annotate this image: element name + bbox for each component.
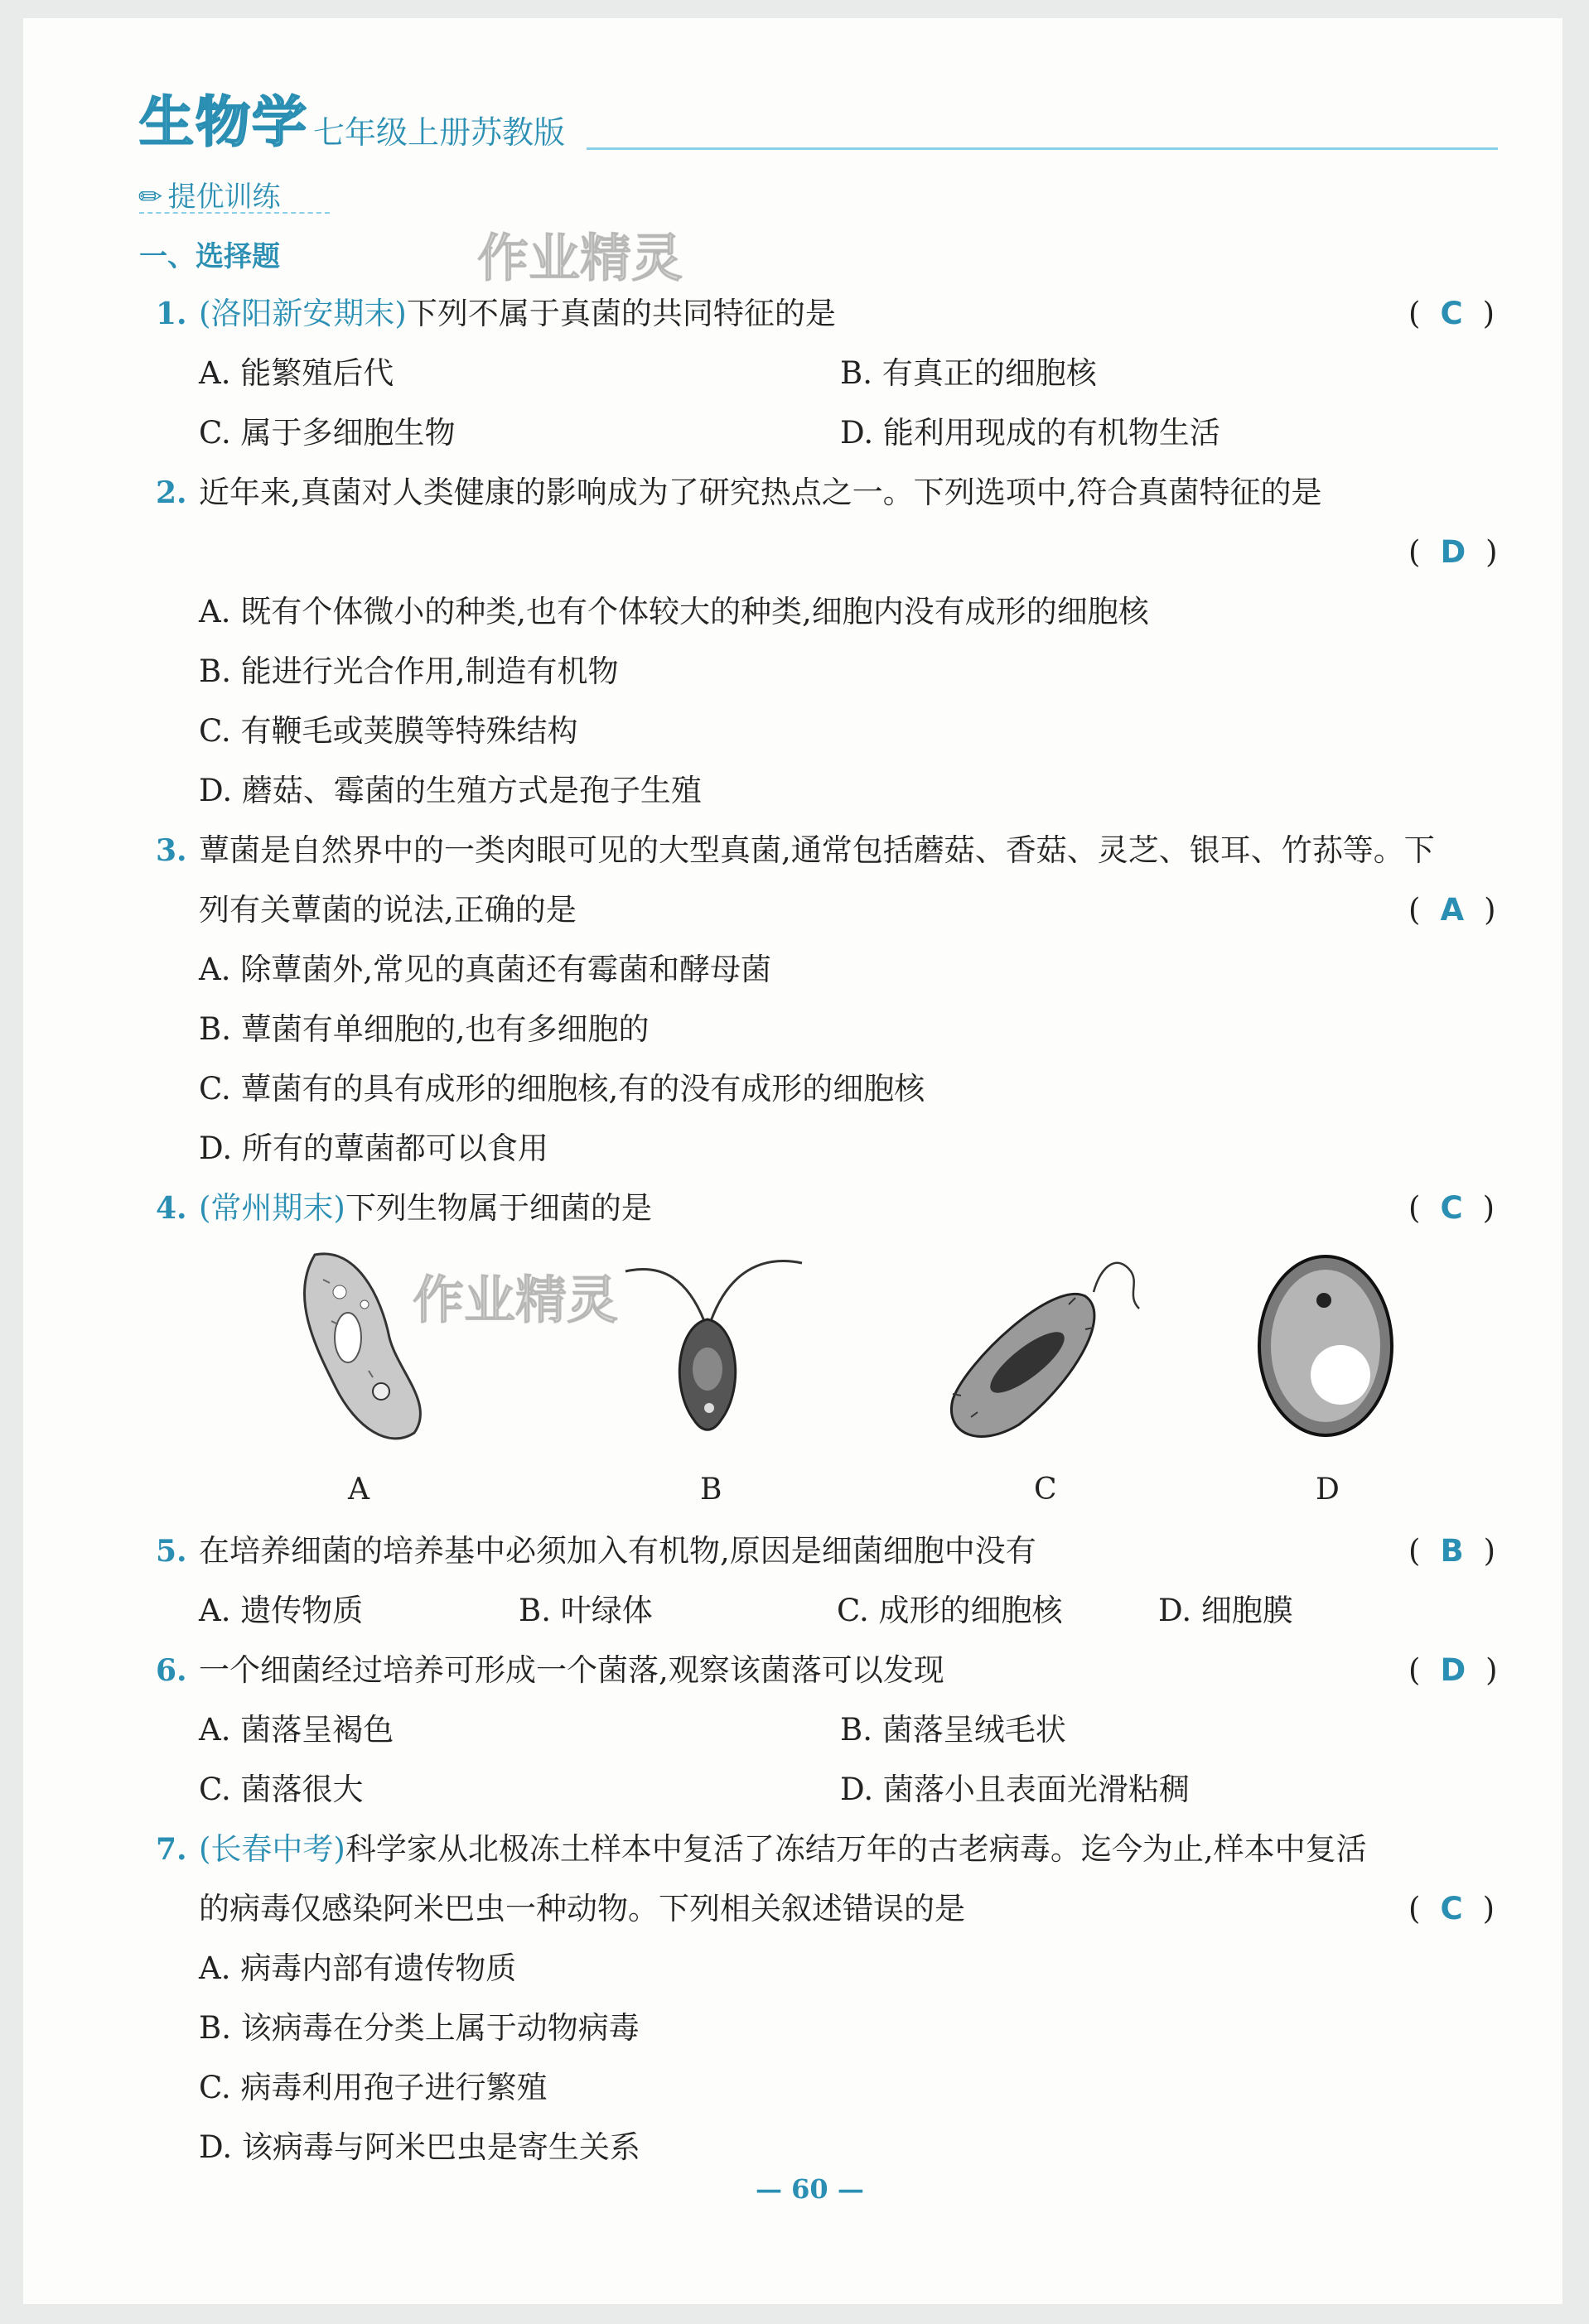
answer-slot: ( C ) [1408, 296, 1495, 331]
answer-slot: ( D ) [1408, 534, 1498, 570]
question-text: 科学家从北极冻土样本中复活了冻结万年的古老病毒。迄今为止,样本中复活 [345, 1831, 1367, 1867]
option: A. 能繁殖后代 [199, 355, 394, 391]
option: A. 既有个体微小的种类,也有个体较大的种类,细胞内没有成形的细胞核 [199, 594, 1149, 629]
organism-a-illustration [290, 1246, 439, 1445]
option: C. 有鞭毛或荚膜等特殊结构 [199, 713, 578, 749]
answer-value: C [1440, 1190, 1463, 1226]
section-tag-underline [139, 212, 330, 214]
answer-slot: ( C ) [1408, 1190, 1495, 1226]
option: C. 蕈菌有的具有成形的细胞核,有的没有成形的细胞核 [199, 1071, 925, 1107]
question-text: 的病毒仅感染阿米巴虫一种动物。下列相关叙述错误的是 [199, 1891, 965, 1926]
answer-value: D [1440, 534, 1466, 570]
option: B. 该病毒在分类上属于动物病毒 [199, 2010, 640, 2046]
answer-slot: ( C ) [1408, 1891, 1495, 1926]
option: B. 有真正的细胞核 [840, 355, 1097, 391]
answer-value: A [1440, 892, 1465, 928]
question-text: 下列不属于真菌的共同特征的是 [406, 296, 836, 331]
option: A. 病毒内部有遗传物质 [199, 1950, 517, 1986]
option: D. 细胞膜 [1158, 1593, 1293, 1628]
option: D. 能利用现成的有机物生活 [840, 415, 1220, 451]
page-number: — 60 — [756, 2173, 864, 2205]
question-number: 5. [156, 1534, 187, 1569]
watermark: 作业精灵 [413, 1270, 619, 1330]
question-source: (洛阳新安期末) [199, 296, 407, 331]
question-number: 1. [156, 297, 187, 331]
question-number: 7. [156, 1832, 187, 1867]
question-source: (常州期末) [199, 1190, 345, 1226]
question-text: 一个细菌经过培养可形成一个菌落,观察该菌落可以发现 [199, 1652, 944, 1688]
watermark: 作业精灵 [477, 228, 683, 288]
answer-value: B [1440, 1533, 1464, 1569]
section-title: 一、选择题 [139, 240, 280, 273]
figure-label: A [348, 1473, 369, 1507]
section-tag-label: 提优训练 [167, 181, 281, 214]
option: C. 成形的细胞核 [837, 1593, 1063, 1628]
organism-c-illustration [928, 1246, 1143, 1445]
question-number: 6. [156, 1653, 187, 1688]
section-tag [131, 174, 281, 218]
header-rule [587, 147, 1498, 150]
option: D. 蘑菇、霉菌的生殖方式是孢子生殖 [199, 773, 702, 808]
option: C. 菌落很大 [199, 1772, 364, 1807]
subject-title: 生物学 [139, 90, 308, 154]
option: D. 该病毒与阿米巴虫是寄生关系 [199, 2129, 640, 2165]
option: B. 蕈菌有单细胞的,也有多细胞的 [199, 1011, 650, 1047]
option: A. 除蕈菌外,常见的真菌还有霉菌和酵母菌 [199, 952, 772, 987]
option: B. 菌落呈绒毛状 [840, 1712, 1066, 1748]
answer-slot: ( D ) [1408, 1652, 1498, 1688]
question-number: 4. [156, 1191, 187, 1226]
figure-label: B [700, 1473, 722, 1507]
answer-slot: ( A ) [1408, 892, 1496, 928]
question-source: (长春中考) [199, 1831, 345, 1867]
figure-label: C [1034, 1473, 1057, 1507]
question-text: 近年来,真菌对人类健康的影响成为了研究热点之一。下列选项中,符合真菌特征的是 [199, 475, 1322, 510]
question-text: 在培养细菌的培养基中必须加入有机物,原因是细菌细胞中没有 [199, 1533, 1036, 1569]
question-text: 下列生物属于细菌的是 [345, 1190, 652, 1226]
page-number-value: 60 [791, 2173, 828, 2205]
question-stem [199, 295, 836, 333]
option: B. 能进行光合作用,制造有机物 [199, 653, 619, 689]
option: A. 遗传物质 [199, 1593, 364, 1628]
question-number: 3. [156, 833, 187, 868]
question-text: 蕈菌是自然界中的一类肉眼可见的大型真菌,通常包括蘑菇、香菇、灵芝、银耳、竹荪等。下 [199, 832, 1435, 868]
option: C. 属于多细胞生物 [199, 415, 456, 451]
question-stem [199, 1830, 1367, 1868]
answer-value: C [1440, 296, 1463, 331]
figure-label: D [1316, 1473, 1340, 1507]
answer-value: D [1440, 1652, 1466, 1688]
option: D. 所有的蕈菌都可以食用 [199, 1131, 548, 1166]
question-stem [199, 1189, 652, 1227]
answer-value: C [1440, 1891, 1463, 1926]
option: A. 菌落呈褐色 [199, 1712, 394, 1748]
book-title: 七年级上册苏教版 [313, 114, 566, 151]
question-number: 2. [156, 475, 187, 510]
answer-slot: ( B ) [1408, 1533, 1496, 1569]
option: C. 病毒利用孢子进行繁殖 [199, 2070, 548, 2105]
organism-b-illustration [613, 1246, 804, 1445]
organism-d-illustration [1251, 1251, 1400, 1441]
question-text: 列有关蕈菌的说法,正确的是 [199, 892, 577, 928]
option: B. 叶绿体 [519, 1593, 653, 1628]
pencil-icon: ✎ [131, 176, 171, 218]
option: D. 菌落小且表面光滑粘稠 [840, 1772, 1190, 1807]
